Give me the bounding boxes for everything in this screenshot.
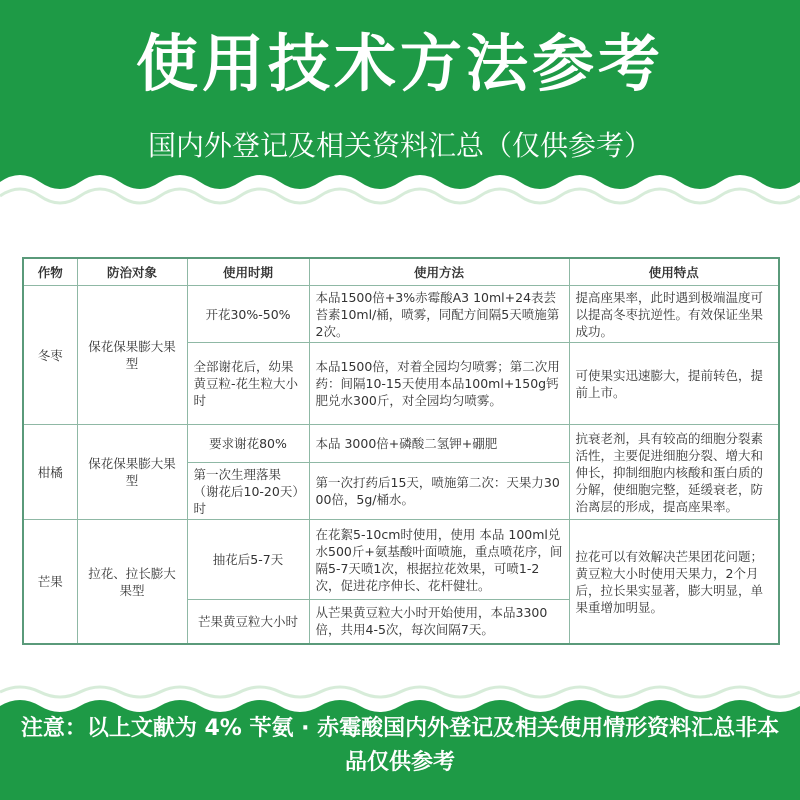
column-header-crop: 作物 [23, 258, 77, 286]
period-cell: 芒果黄豆粒大小时 [187, 599, 309, 644]
target-cell: 保花保果膨大果型 [77, 286, 187, 424]
period-cell: 要求谢花80% [187, 424, 309, 463]
method-cell: 本品1500倍+3%赤霉酸A3 10ml+24表芸苔素10ml/桶，喷雾，同配方间隔5天喷施第2次。 [309, 286, 569, 343]
feature-cell: 可使果实迅速膨大，提前转色，提前上市。 [569, 343, 779, 424]
period-cell: 开花30%-50% [187, 286, 309, 343]
table-header-row [23, 258, 779, 286]
crop-cell: 芒果 [23, 520, 77, 644]
column-header-period: 使用时期 [187, 258, 309, 286]
column-header-feature: 使用特点 [569, 258, 779, 286]
period-cell: 全部谢花后，幼果黄豆粒-花生粒大小时 [187, 343, 309, 424]
crop-cell: 柑橘 [23, 424, 77, 520]
table-row [23, 286, 779, 343]
method-cell: 第一次打药后15天，喷施第二次：天果力3000倍，5g/桶水。 [309, 463, 569, 520]
feature-cell: 拉花可以有效解决芒果团花问题；黄豆粒大小时使用天果力，2个月后，拉长果实显著，膨大明显，单果重增加明显。 [569, 520, 779, 644]
method-cell: 本品 3000倍+磷酸二氢钾+硼肥 [309, 424, 569, 463]
method-cell: 本品1500倍，对着全园均匀喷雾；第二次用药：间隔10-15天使用本品100ml+150g钙肥兑水300斤，对全园均匀喷雾。 [309, 343, 569, 424]
usage-reference-table [22, 257, 780, 645]
footer-note: 注意：以上文献为 4% 苄氨 · 赤霉酸国内外登记及相关使用情形资料汇总非本品仅供参考 [20, 716, 780, 775]
method-cell: 从芒果黄豆粒大小时开始使用，本品3300倍，共用4-5次，每次间隔7天。 [309, 599, 569, 644]
table-row [23, 424, 779, 463]
table-row [23, 520, 779, 599]
target-cell: 保花保果膨大果型 [77, 424, 187, 520]
column-header-method: 使用方法 [309, 258, 569, 286]
page-subtitle: 国内外登记及相关资料汇总（仅供参考） [147, 129, 652, 162]
page-title: 使用技术方法参考 [135, 27, 664, 100]
column-header-target: 防治对象 [77, 258, 187, 286]
period-cell: 抽花后5-7天 [187, 520, 309, 599]
target-cell: 拉花、拉长膨大果型 [77, 520, 187, 644]
feature-cell: 抗衰老剂，具有较高的细胞分裂素活性，主要促进细胞分裂、增大和伸长，抑制细胞内核酸和蛋白质的分解，使细胞完整，延缓衰老，防治离层的形成，提高座果率。 [569, 424, 779, 520]
feature-cell: 提高座果率，此时遇到极端温度可以提高冬枣抗逆性。有效保证坐果成功。 [569, 286, 779, 343]
header-banner [0, 0, 800, 215]
period-cell: 第一次生理落果（谢花后10-20天）时 [187, 463, 309, 520]
crop-cell: 冬枣 [23, 286, 77, 424]
method-cell: 在花絮5-10cm时使用，使用 本品 100ml兑水500斤+氨基酸叶面喷施，重点喷花序，间隔5-7天喷1次，根据拉花效果，可喷1-2次，促进花序伸长、花杆健壮。 [309, 520, 569, 599]
